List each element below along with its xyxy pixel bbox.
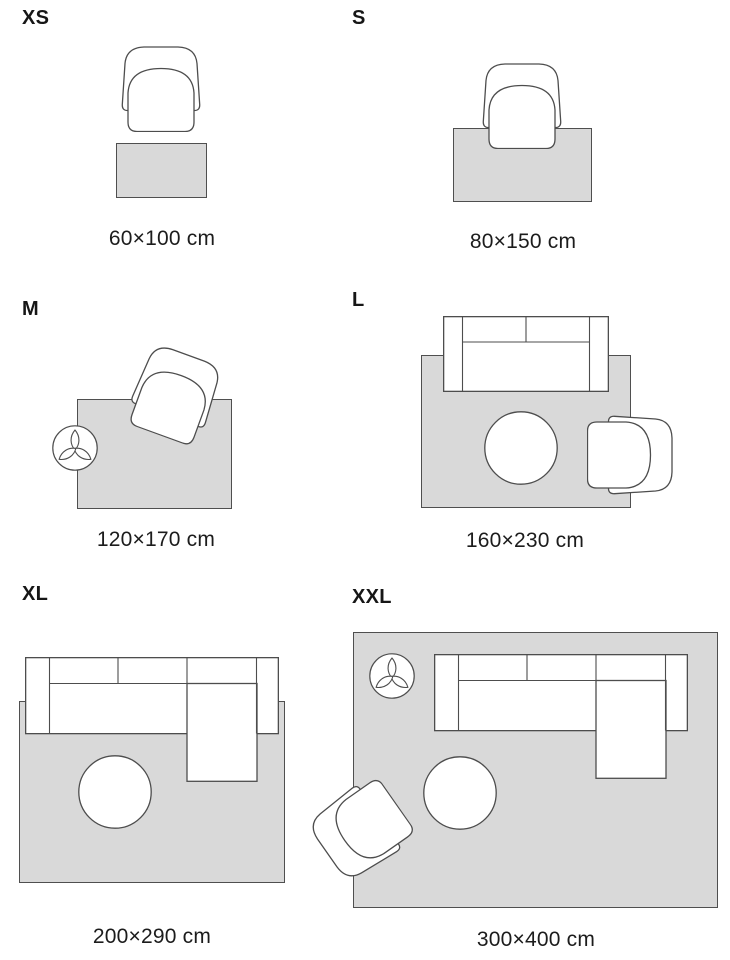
dimension-label-xs: 60×100 cm (108, 227, 216, 250)
size-label-xxl: XXL (352, 586, 392, 608)
dimension-label-s: 80×150 cm (469, 230, 577, 253)
size-label-l: L (352, 289, 365, 311)
size-label-xs: XS (22, 7, 50, 29)
plant-icon (369, 653, 415, 699)
dimension-label-xxl: 300×400 cm (476, 928, 596, 951)
coffee-table-icon (423, 756, 497, 830)
dimension-label-l: 160×230 cm (465, 529, 585, 552)
size-label-s: S (352, 7, 366, 29)
dimension-label-m: 120×170 cm (96, 528, 216, 551)
dimension-label-xl: 200×290 cm (92, 925, 212, 948)
size-label-xl: XL (22, 583, 49, 605)
size-label-m: M (22, 298, 39, 320)
